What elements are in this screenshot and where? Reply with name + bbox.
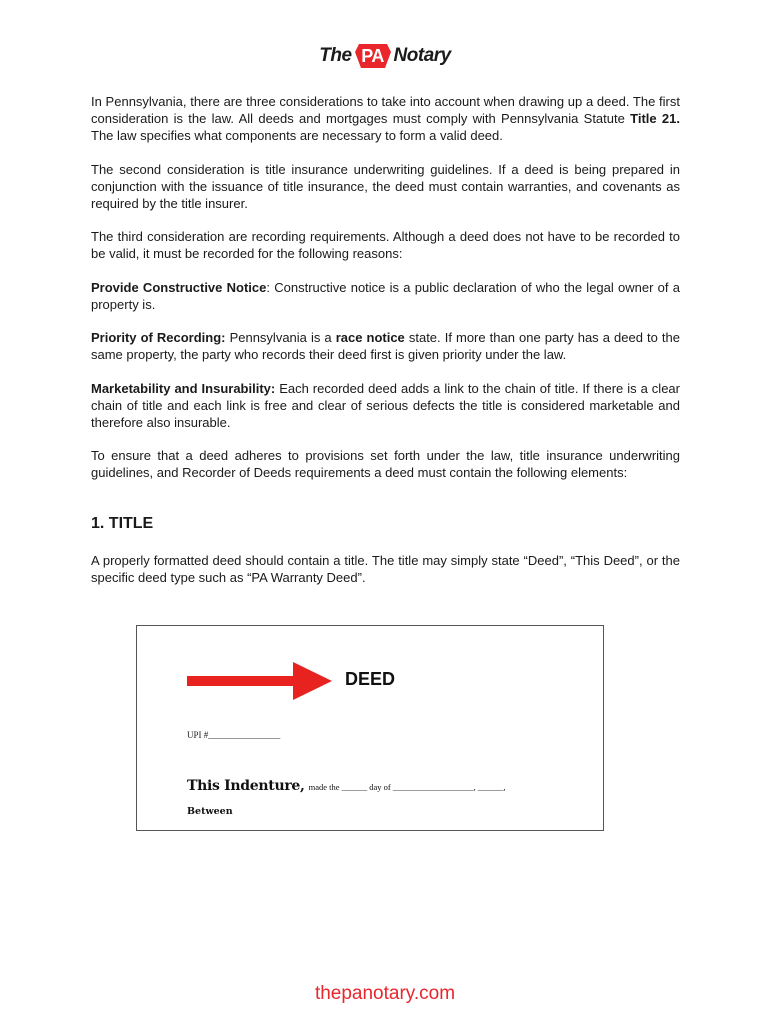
section-heading-title: 1. TITLE [91,515,154,532]
pa-keystone-icon [355,44,391,68]
article-body [91,93,680,603]
red-arrow-icon [187,662,332,700]
definition-priority-b: state. If more than one party has a deed to the same property, the party who records their deed first is given priority under the law. [91,330,680,362]
term-priority-of-recording: Priority of Recording: [91,330,226,345]
indenture-line [187,778,505,794]
upi-field: UPI #________________ [187,730,281,740]
deed-example-figure [136,625,604,831]
paragraph-law-text: In Pennsylvania, there are three considerations to take into account when drawing up a deed. The first consideration is the law. All deeds and mortgages must comply with Pennsylvania Statute [91,94,680,126]
definition-marketability: Each recorded deed adds a link to the chain of title. If there is a clear chain of title and each link is free and clear of serious defects the title is considered marketable and therefore also insurable. [91,380,680,430]
section-title-text: A properly formatted deed should contain a title. The title may simply state “Deed”, “This Deed”, or the specific deed type such as “PA Warranty Deed”. [91,553,680,585]
logo-word-pa: PA [361,45,384,66]
paragraph-elements-intro: To ensure that a deed adheres to provisions set forth under the law, title insurance underwriting guidelines, and Recorder of Deeds requirements a deed must contain the following elements: [91,448,680,480]
indenture-heading: This Indenture, [187,778,305,794]
logo-word-the: The [319,45,352,66]
brand-logo[interactable] [0,44,770,68]
indenture-date-blanks: made the ______ day of ___________________, ______, [308,782,506,792]
logo-word-notary: Notary [393,45,451,66]
term-marketability: Marketability and Insurability: [91,380,276,396]
paragraph-priority [91,329,680,363]
definition-constructive-notice: : Constructive notice is a public declaration of who the legal owner of a property is. [91,279,680,312]
statute-title-21: Title 21. [630,111,680,126]
paragraph-law-text-end: The law specifies what components are necessary to form a valid deed. [91,128,503,143]
paragraph-law [91,93,680,144]
paragraph-title-insurance: The second consideration is title insurance underwriting guidelines. If a deed is being prepared in conjunction with the issuance of title insurance, the deed must contain warranties, and covenants as required by the title insurer. [91,161,680,211]
website-link[interactable]: thepanotary.com [314,983,456,1004]
deed-title: DEED [345,669,396,689]
paragraph-marketability [91,380,680,431]
definition-priority-a: Pennsylvania is a [225,330,336,345]
paragraph-constructive-notice [91,279,680,313]
term-constructive-notice: Provide Constructive Notice [91,279,267,295]
term-race-notice: race notice [335,330,405,345]
paragraph-recording: The third consideration are recording requirements. Although a deed does not have to be recorded to be valid, it must be recorded for the following reasons: [91,229,680,261]
between-label: Between [187,806,233,817]
